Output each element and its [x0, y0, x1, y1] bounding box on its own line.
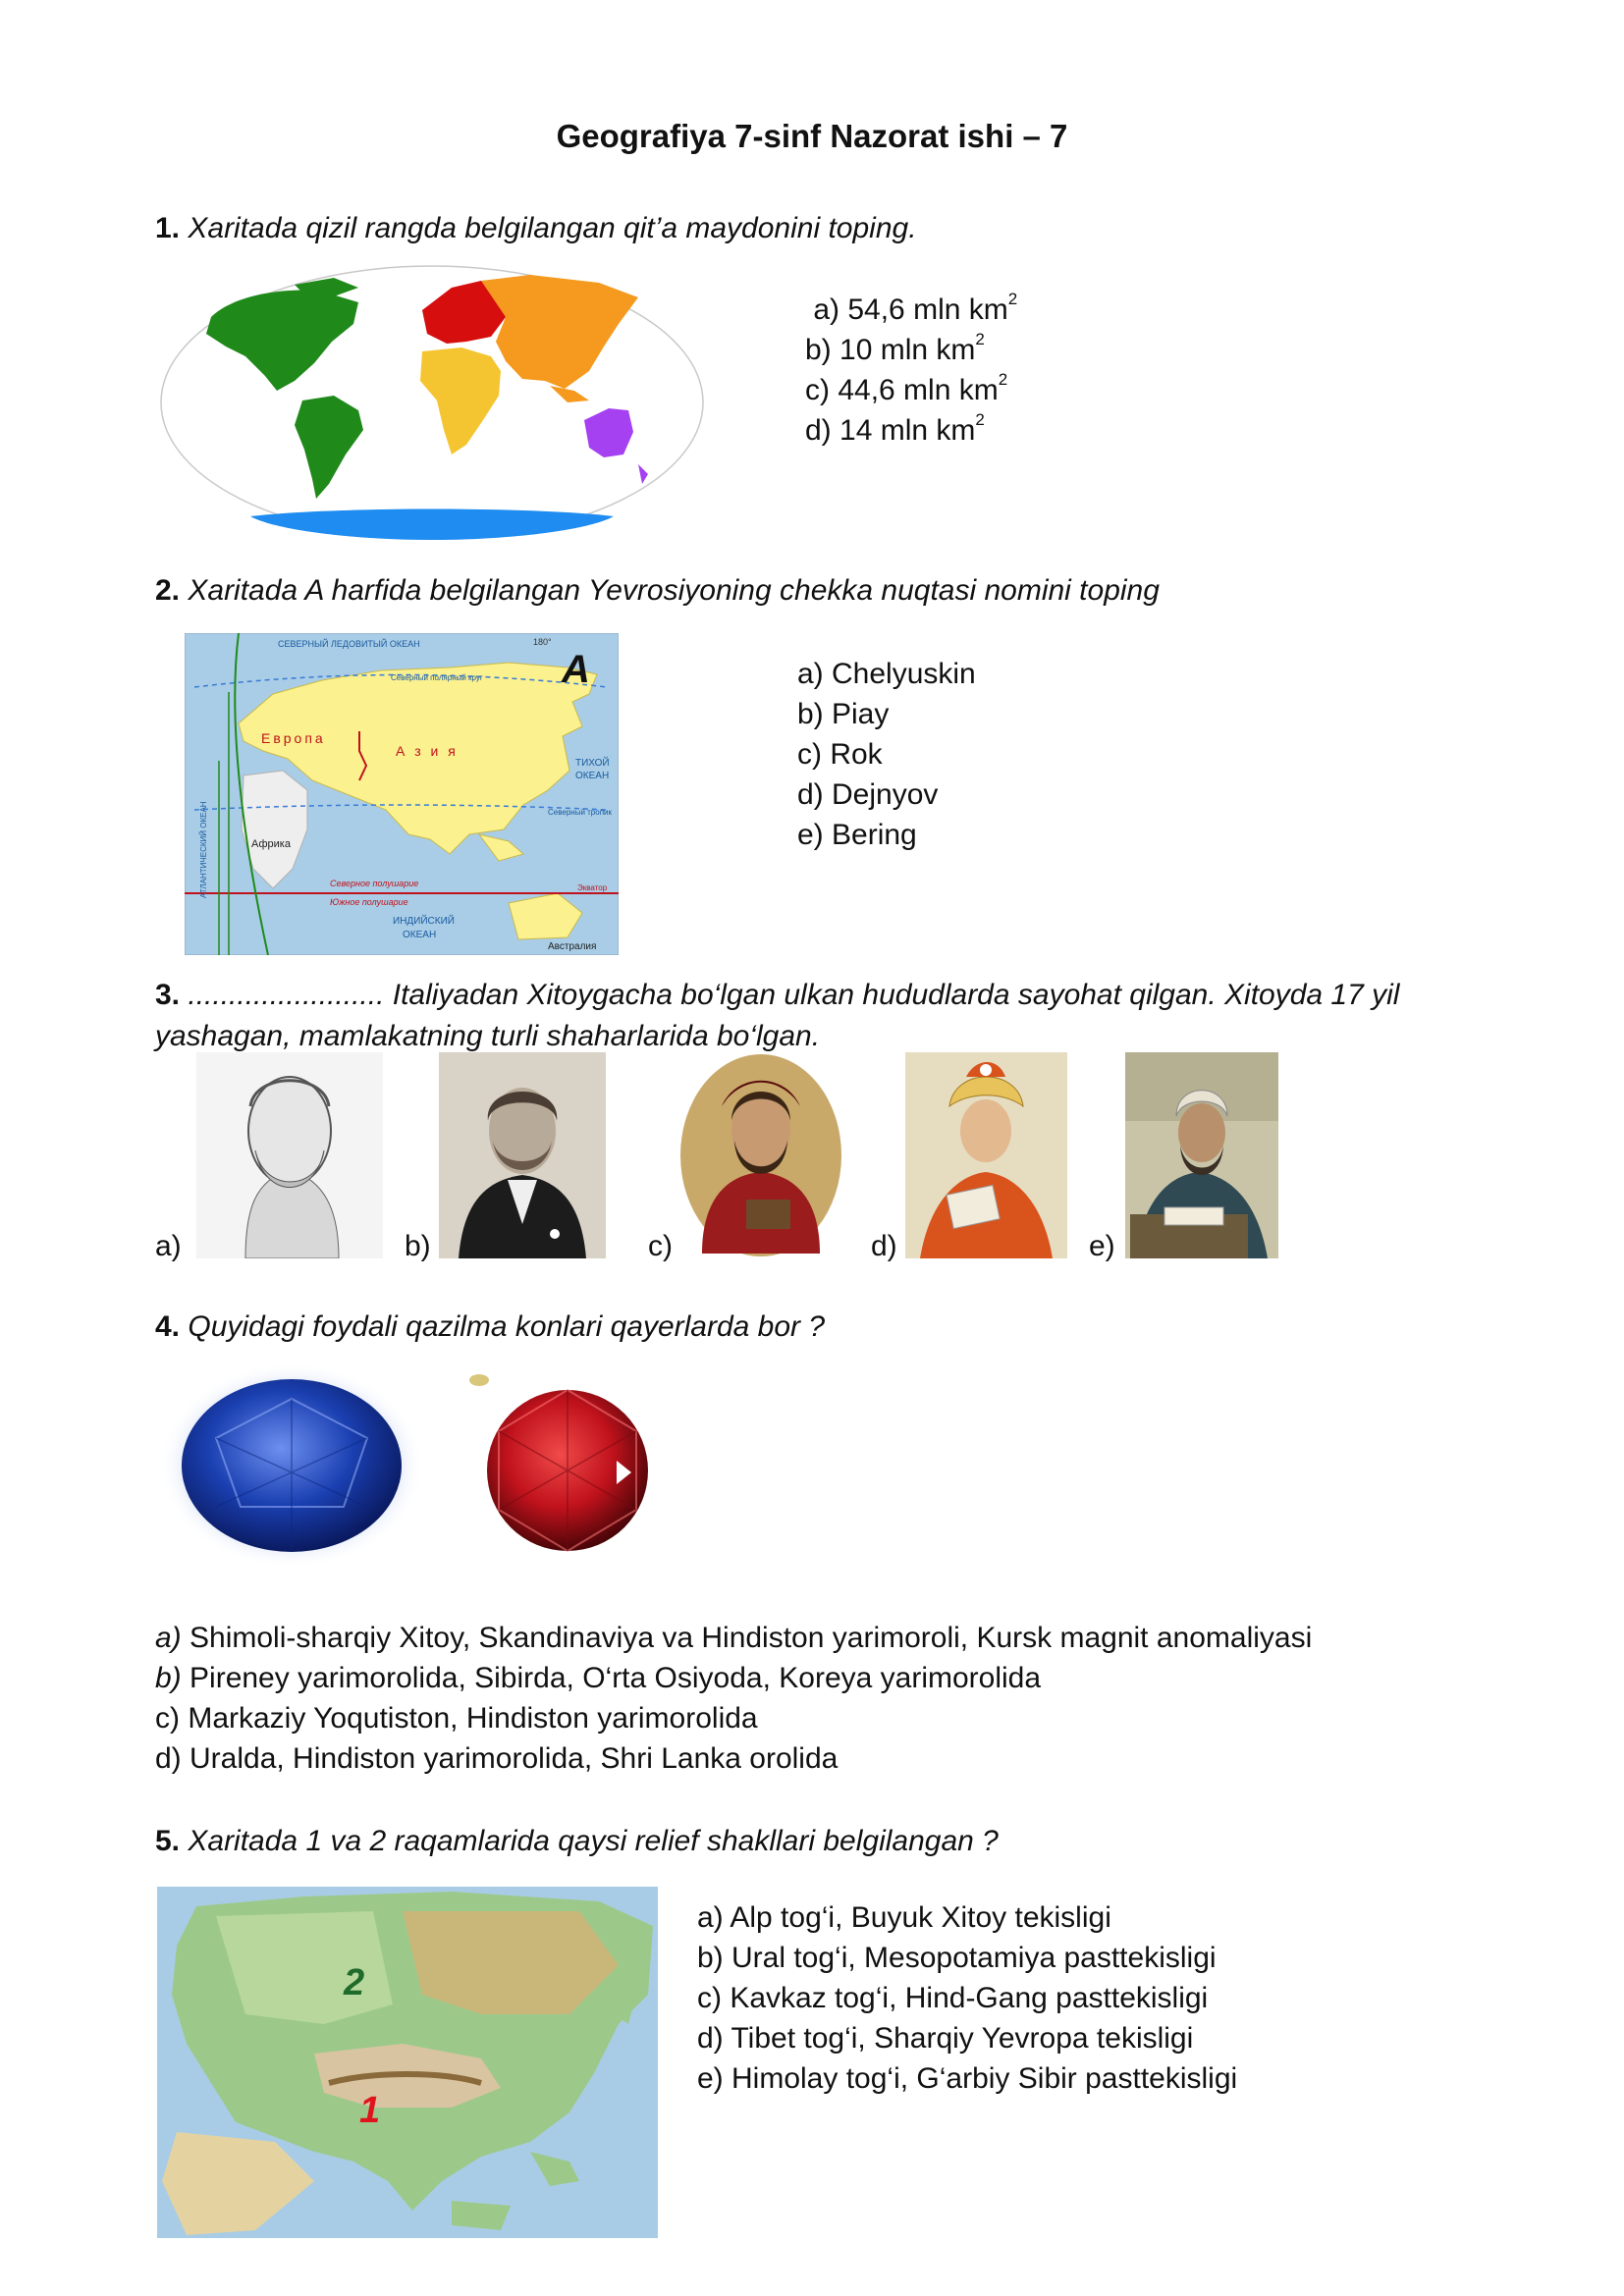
tropic-label: Северный тропик	[548, 808, 613, 817]
south-hemisphere-label: Южное полушарие	[330, 897, 408, 907]
question-1	[155, 208, 917, 249]
portrait-d-label: d)	[871, 1230, 897, 1262]
question-5-options	[697, 1897, 1237, 2099]
indian-ocean-label-2: ОКЕАН	[403, 930, 437, 940]
antarctica-shape	[250, 509, 614, 541]
q2-option-d[interactable]: d) Dejnyov	[797, 778, 939, 811]
q2-option-e[interactable]: e) Bering	[797, 819, 917, 851]
q4-option-a[interactable]: a) Shimoli-sharqiy Xitoy, Skandinaviya va Hindiston yarimoroli, Kursk magnit anomaliyasi	[155, 1622, 1313, 1654]
portrait-c-label: c)	[648, 1230, 673, 1262]
question-3	[155, 975, 1399, 1057]
asia-label: А з и я	[396, 743, 459, 759]
arctic-circle-label: Северный полярный круг	[391, 673, 483, 682]
indian-ocean-label-1: ИНДИЙСКИЙ	[393, 916, 455, 927]
question-3-number: 3.	[155, 979, 181, 1011]
portrait-a[interactable]	[196, 1052, 383, 1258]
question-2-text: Xaritada A harfida belgilangan Yevrosiyoning chekka nuqtasi nomini toping	[188, 574, 1160, 607]
q5-option-a[interactable]: a) Alp tog‘i, Buyuk Xitoy tekisligi	[697, 1901, 1111, 1934]
portrait-e[interactable]	[1125, 1052, 1278, 1258]
q2-option-a[interactable]: a) Chelyuskin	[797, 658, 976, 690]
relief-marker-2: 2	[344, 1962, 365, 2003]
portrait-e-label: e)	[1089, 1230, 1115, 1262]
relief-marker-1: 1	[359, 2090, 381, 2131]
portrait-a-label: a)	[155, 1230, 182, 1262]
ruby-gem	[469, 1362, 666, 1569]
question-2-options	[797, 654, 976, 855]
question-4	[155, 1307, 825, 1348]
question-3-line-2: yashagan, mamlakatning turli shaharlarida bo‘lgan.	[155, 1020, 821, 1052]
q1-option-d[interactable]: d) 14 mln $km^2$	[805, 410, 985, 447]
question-1-options	[805, 290, 1017, 451]
question-4-text: Quyidagi foydali qazilma konlari qayerlarda bor ?	[188, 1310, 826, 1343]
question-4-number: 4.	[155, 1310, 181, 1343]
q4-option-b[interactable]: b) Pireney yarimorolida, Sibirda, O‘rta Osiyoda, Koreya yarimorolida	[155, 1662, 1042, 1694]
portrait-b-label: b)	[405, 1230, 431, 1262]
africa-label: Африка	[251, 838, 291, 850]
asia-relief-map	[157, 1887, 658, 2238]
question-4-options	[155, 1618, 1312, 1779]
q1-option-a[interactable]: a) 54,6 mln $km^2$	[813, 290, 1018, 326]
q4-option-c[interactable]: c) Markaziy Yoqutiston, Hindiston yarimorolida	[155, 1702, 758, 1735]
question-3-line-1: ........................ Italiyadan Xitoygacha bo‘lgan ulkan hududlarda sayohat qilgan. Xitoyda 17 yil	[188, 979, 1400, 1011]
q1-option-b[interactable]: b) 10 mln $km^2$	[805, 330, 985, 366]
q5-option-b[interactable]: b) Ural tog‘i, Mesopotamiya pasttekisligi	[697, 1942, 1217, 1974]
portrait-c[interactable]	[677, 1052, 844, 1258]
question-1-number: 1.	[155, 212, 181, 244]
question-1-text: Xaritada qizil rangda belgilangan qit’a maydonini toping.	[188, 212, 917, 244]
q5-option-e[interactable]: e) Himolay tog‘i, G‘arbiy Sibir pasttekisligi	[697, 2062, 1238, 2095]
atlantic-ocean-label: АТЛАНТИЧЕСКИЙ ОКЕАН	[199, 801, 208, 898]
sapphire-gem	[157, 1360, 427, 1571]
arctic-ocean-label: СЕВЕРНЫЙ ЛЕДОВИТЫЙ ОКЕАН	[278, 639, 420, 649]
question-5-text: Xaritada 1 va 2 raqamlarida qaysi relief shakllari belgilangan ?	[188, 1825, 999, 1857]
australia-label: Австралия	[548, 941, 597, 952]
q5-option-d[interactable]: d) Tibet tog‘i, Sharqiy Yevropa tekisligi	[697, 2022, 1194, 2055]
portrait-b[interactable]	[439, 1052, 606, 1258]
point-a-marker: A	[562, 648, 590, 691]
q1-option-c[interactable]: c) 44,6 mln $km^2$	[805, 370, 1008, 406]
q2-option-c[interactable]: c) Rok	[797, 738, 883, 771]
pacific-label-2: ОКЕАН	[575, 771, 610, 781]
eurasia-political-map	[185, 633, 619, 955]
europe-label: Европа	[261, 730, 326, 746]
pacific-label-1: ТИХОЙ	[575, 758, 610, 769]
meridian-label: 180°	[533, 637, 552, 647]
portrait-d[interactable]	[905, 1052, 1067, 1258]
q4-option-d[interactable]: d) Uralda, Hindiston yarimorolida, Shri Lanka orolida	[155, 1742, 839, 1775]
q2-option-b[interactable]: b) Piay	[797, 698, 890, 730]
question-5	[155, 1821, 999, 1862]
question-2	[155, 570, 1160, 612]
page-title: Geografiya 7-sinf Nazorat ishi – 7	[556, 118, 1068, 154]
north-hemisphere-label: Северное полушарие	[330, 879, 419, 888]
question-2-number: 2.	[155, 574, 181, 607]
world-continents-map	[157, 263, 707, 543]
equator-label: Экватор	[577, 883, 608, 892]
q5-option-c[interactable]: c) Kavkaz tog‘i, Hind-Gang pasttekisligi	[697, 1982, 1209, 2014]
question-5-number: 5.	[155, 1825, 181, 1857]
